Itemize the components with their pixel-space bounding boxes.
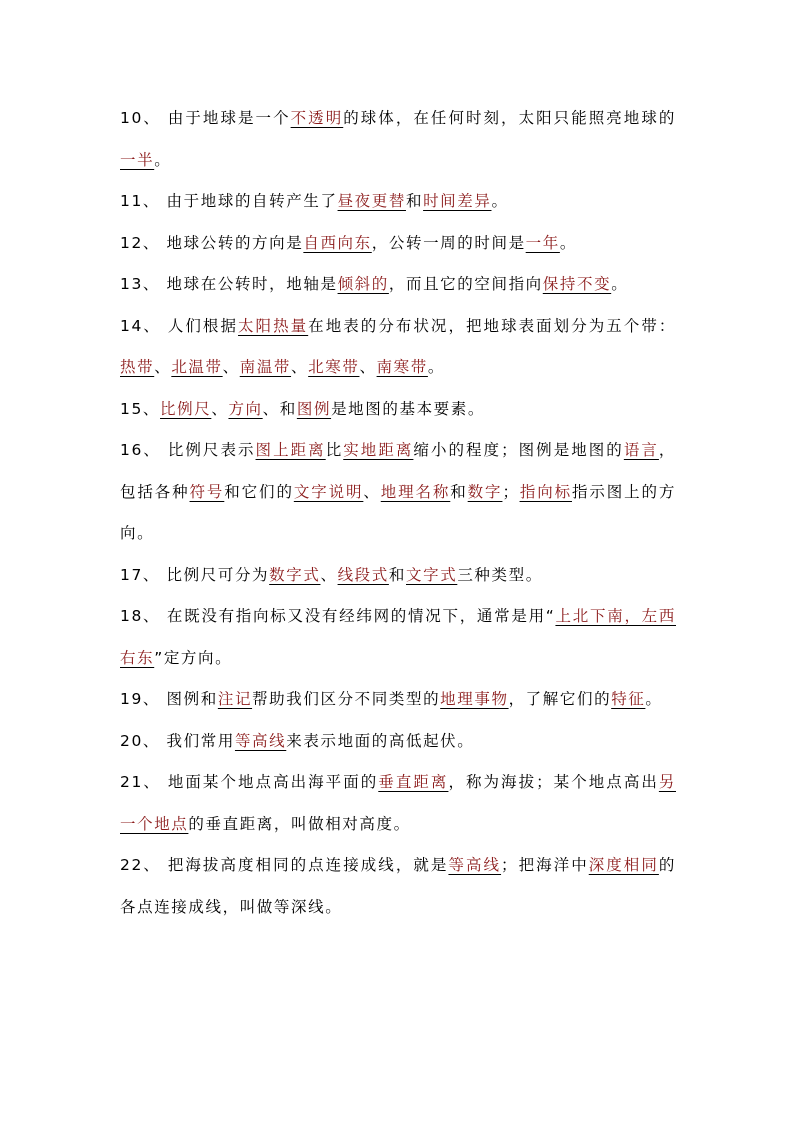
answer-text: 图上距离 — [255, 441, 326, 459]
answer-text: 上北下南，左西右东 — [120, 607, 676, 667]
question-text: 、 — [222, 358, 240, 376]
question-text: 12、 地球公转的方向是 — [120, 233, 304, 252]
question-text: 10、 由于地球是一个 — [120, 109, 291, 127]
question-text: 缩小的程度；图例是地图的 — [413, 441, 624, 459]
answer-text: 一年 — [525, 233, 560, 252]
question-text: 15、 — [120, 399, 161, 418]
question-item — [120, 306, 676, 389]
question-text: 指示图上的方向。 — [120, 482, 676, 542]
question-text: 和它们的 — [224, 482, 294, 501]
question-text: 13、 地球在公转时，地轴是 — [120, 275, 338, 293]
question-text: ，称为海拔；某个地点高出 — [448, 773, 659, 791]
question-list — [120, 98, 676, 928]
question-text: 。 — [427, 358, 445, 376]
question-text: ，而且它的空间指向 — [388, 275, 543, 293]
answer-text: 指向标 — [519, 482, 572, 501]
question-text: 22、 把海拔高度相同的点连接成线，就是 — [120, 856, 449, 874]
question-text: 。 — [645, 690, 663, 708]
answer-text: 不透明 — [290, 109, 344, 127]
answer-text: 时间差异 — [423, 192, 492, 210]
answer-text: 一半 — [120, 150, 155, 169]
question-text: 和 — [450, 482, 468, 501]
question-text: ，了解它们的 — [508, 690, 612, 708]
question-text: 14、 人们根据 — [120, 316, 239, 335]
question-text: ； — [502, 482, 520, 501]
document-page — [120, 98, 676, 928]
question-text: 的各点连接成线，叫做等深线。 — [120, 856, 676, 916]
answer-text: 线段式 — [337, 565, 389, 584]
answer-text: 方向 — [228, 399, 263, 418]
question-text: 比 — [325, 441, 344, 459]
question-text: 、 — [363, 482, 381, 501]
answer-text: 另一个地点 — [120, 773, 676, 833]
question-item — [120, 721, 676, 763]
question-text: 19、 图例和 — [120, 690, 218, 708]
question-text: 20、 我们常用 — [120, 731, 235, 750]
answer-text: 自西向东 — [303, 233, 372, 252]
answer-text: 垂直距离 — [378, 773, 449, 791]
question-text: 帮助我们区分不同类型的 — [252, 690, 441, 708]
question-text: 。 — [559, 233, 577, 252]
answer-text: 太阳热量 — [238, 316, 309, 335]
question-text: 、 — [211, 399, 229, 418]
question-text: 的球体，在任何时刻，太阳只能照亮地球的 — [343, 109, 676, 127]
question-text: 在地表的分布状况，把地球表面划分为五个带： — [308, 316, 677, 335]
question-text: 。 — [611, 275, 629, 293]
question-text: 、 — [320, 565, 338, 584]
question-text: ，公转一周的时间是 — [371, 233, 526, 252]
question-item — [120, 845, 676, 928]
answer-text: 文字说明 — [293, 482, 364, 501]
answer-text: 北寒带 — [308, 358, 360, 376]
answer-text: 图例 — [296, 399, 332, 418]
answer-text: 热带 — [120, 358, 155, 376]
answer-text: 文字式 — [406, 565, 458, 584]
question-text: 。 — [491, 192, 509, 210]
answer-text: 昼夜更替 — [337, 192, 406, 210]
answer-text: 特征 — [611, 690, 646, 708]
question-text: 。 — [154, 150, 172, 169]
question-text: 11、 由于地球的自转产生了 — [120, 192, 338, 210]
answer-text: 语言 — [623, 441, 659, 459]
answer-text: 深度相同 — [588, 856, 659, 874]
question-text: 和 — [388, 565, 406, 584]
question-item — [120, 555, 676, 597]
question-item — [120, 389, 676, 431]
question-text: 三种类型。 — [457, 565, 543, 584]
answer-text: 地理名称 — [380, 482, 451, 501]
question-text: 、 — [291, 358, 309, 376]
question-item — [120, 181, 676, 223]
answer-text: 数字式 — [269, 565, 321, 584]
question-text: 的垂直距离，叫做相对高度。 — [188, 814, 411, 833]
question-text: 、 — [359, 358, 377, 376]
answer-text: 北温带 — [171, 358, 223, 376]
answer-text: 南寒带 — [376, 358, 428, 376]
question-text: 、和 — [262, 399, 297, 418]
answer-text: 注记 — [217, 690, 253, 708]
answer-text: 地理事物 — [440, 690, 509, 708]
answer-text: 保持不变 — [542, 275, 612, 293]
answer-text: 等高线 — [234, 731, 287, 750]
answer-text: 比例尺 — [160, 399, 212, 418]
question-text: 是地图的基本要素。 — [331, 399, 485, 418]
question-item — [120, 430, 676, 555]
question-text: 来表示地面的高低起伏。 — [286, 731, 475, 750]
question-item — [120, 98, 676, 181]
answer-text: 实地距离 — [343, 441, 414, 459]
question-item — [120, 762, 676, 845]
answer-text: 符号 — [189, 482, 225, 501]
question-text: ”定方向。 — [154, 648, 233, 667]
question-text: 21、 地面某个地点高出海平面的 — [120, 773, 379, 791]
question-item — [120, 264, 676, 306]
question-item — [120, 679, 676, 721]
answer-text: 数字 — [467, 482, 503, 501]
question-text: 18、 在既没有指向标又没有经纬网的情况下，通常是用“ — [120, 607, 556, 625]
question-text: 17、 比例尺可分为 — [120, 565, 270, 584]
answer-text: 等高线 — [448, 856, 502, 874]
question-text: ；把海洋中 — [501, 856, 589, 874]
question-text: 、 — [154, 358, 172, 376]
question-text: 和 — [405, 192, 424, 210]
answer-text: 南温带 — [239, 358, 292, 376]
question-item — [120, 223, 676, 265]
question-item — [120, 596, 676, 679]
question-text: ，包括各种 — [120, 441, 677, 501]
answer-text: 倾斜的 — [337, 275, 389, 293]
question-text: 16、 比例尺表示 — [120, 441, 256, 459]
